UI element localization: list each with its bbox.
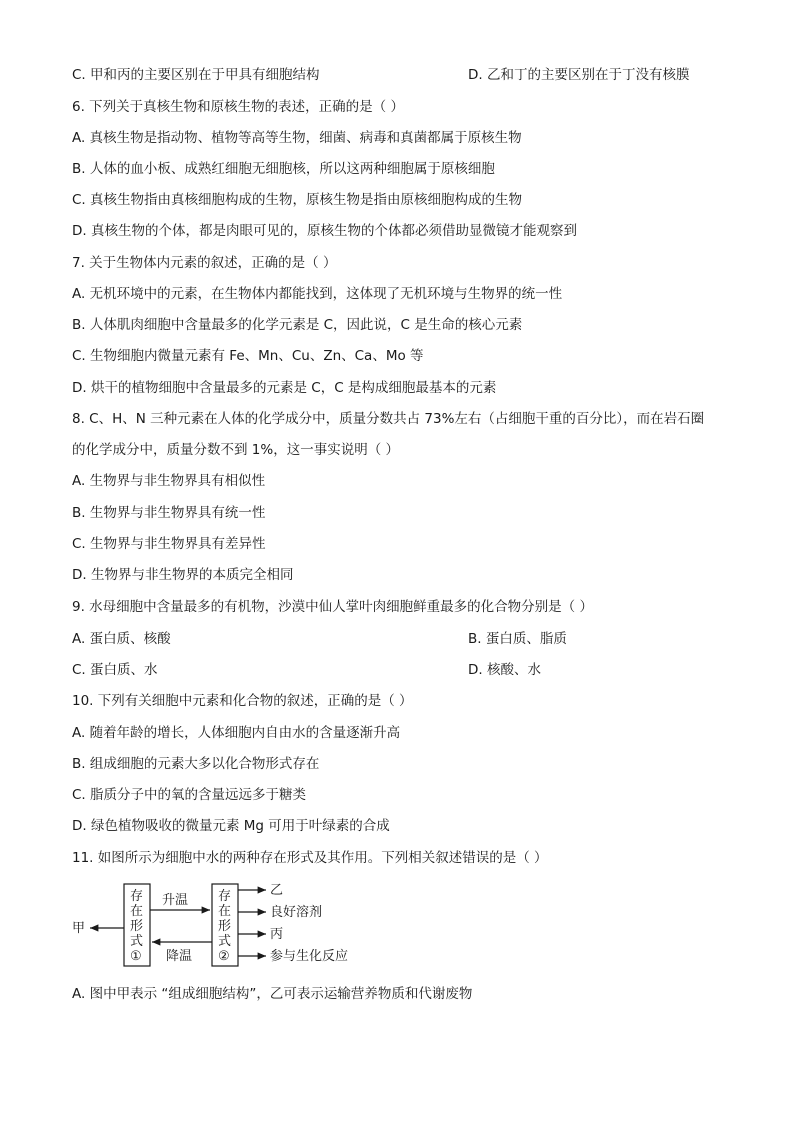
question-7-option-a: A. 无机环境中的元素，在生物体内都能找到，这体现了无机环境与生物界的统一性: [72, 286, 563, 302]
question-5-option-c: [72, 66, 690, 84]
jia-label: 甲: [72, 921, 86, 936]
box2-char-2: 在: [218, 904, 232, 919]
question-6-option-b: B. 人体的血小板、成熟红细胞无细胞核，所以这两种细胞属于原核细胞: [72, 161, 495, 177]
question-8-option-d: D. 生物界与非生物界的本质完全相同: [72, 567, 294, 583]
output-yi: 乙: [270, 883, 284, 898]
question-11-option-a: A. 图中甲表示 “组成细胞结构”，乙可表示运输营养物质和代谢废物: [72, 986, 473, 1002]
box1-char-4: 式: [130, 934, 144, 949]
output-good-solvent: 良好溶剂: [270, 905, 323, 920]
question-8-stem-line1: 8. C、H、N 三种元素在人体的化学成分中，质量分数共占 73%左右（占细胞干重的百分比），而在岩石圈: [72, 411, 705, 427]
question-10-option-b: B. 组成细胞的元素大多以化合物形式存在: [72, 756, 320, 772]
question-7-option-b: B. 人体肌肉细胞中含量最多的化学元素是 C，因此说，C 是生命的核心元素: [72, 317, 523, 333]
question-10-option-c: C. 脂质分子中的氧的含量远远多于糖类: [72, 787, 307, 803]
option-b-text: B. 蛋白质、脂质: [468, 631, 567, 647]
question-7-option-d: D. 烘干的植物细胞中含量最多的元素是 C，C 是构成细胞最基本的元素: [72, 380, 497, 396]
question-8-option-c: C. 生物界与非生物界具有差异性: [72, 536, 266, 552]
question-10-stem: 10. 下列有关细胞中元素和化合物的叙述，正确的是（ ）: [72, 693, 413, 709]
question-10-option-a: A. 随着年龄的增长，人体细胞内自由水的含量逐渐升高: [72, 725, 401, 741]
question-6-option-a: A. 真核生物是指动物、植物等高等生物，细菌、病毒和真菌都属于原核生物: [72, 130, 522, 146]
box1-char-5: ①: [130, 949, 142, 964]
question-7-option-c: C. 生物细胞内微量元素有 Fe、Mn、Cu、Zn、Ca、Mo 等: [72, 348, 424, 364]
cooling-label: 降温: [166, 949, 193, 964]
question-8-option-a: A. 生物界与非生物界具有相似性: [72, 473, 266, 489]
question-6-option-c: C. 真核生物指由真核细胞构成的生物，原核生物是指由原核细胞构成的生物: [72, 192, 523, 208]
option-c-text: C. 蛋白质、水: [72, 662, 158, 678]
question-10-option-d: D. 绿色植物吸收的微量元素 Mg 可用于叶绿素的合成: [72, 818, 390, 834]
question-8-stem-line2: 的化学成分中，质量分数不到 1%，这一事实说明（ ）: [72, 442, 399, 458]
option-d-text: D. 核酸、水: [468, 662, 541, 678]
box2-char-4: 式: [218, 934, 232, 949]
question-9-options-cd: [72, 661, 541, 679]
box2-char-1: 存: [218, 889, 232, 904]
question-6-stem: 6. 下列关于真核生物和原核生物的表述，正确的是（ ）: [72, 99, 404, 115]
heating-label: 升温: [162, 893, 189, 908]
option-a-text: A. 蛋白质、核酸: [72, 631, 171, 647]
water-forms-diagram: [70, 878, 370, 970]
box2-char-3: 形: [218, 919, 232, 934]
output-bing: 丙: [270, 927, 284, 942]
box1-char-2: 在: [130, 904, 144, 919]
question-9-stem: 9. 水母细胞中含量最多的有机物，沙漠中仙人掌叶肉细胞鲜重最多的化合物分别是（ ）: [72, 599, 593, 615]
box1-char-1: 存: [130, 889, 144, 904]
option-d-text: D. 乙和丁的主要区别在于丁没有核膜: [468, 67, 690, 83]
question-8-option-b: B. 生物界与非生物界具有统一性: [72, 505, 266, 521]
box2-char-5: ②: [218, 949, 230, 964]
question-11-stem: 11. 如图所示为细胞中水的两种存在形式及其作用。下列相关叙述错误的是（ ）: [72, 850, 548, 866]
output-biochemical-reaction: 参与生化反应: [270, 949, 349, 964]
question-7-stem: 7. 关于生物体内元素的叙述，正确的是（ ）: [72, 255, 337, 271]
option-c-text: C. 甲和丙的主要区别在于甲具有细胞结构: [72, 67, 320, 83]
box1-char-3: 形: [130, 919, 144, 934]
question-9-options-ab: [72, 630, 567, 648]
question-6-option-d: D. 真核生物的个体，都是肉眼可见的，原核生物的个体都必须借助显微镜才能观察到: [72, 223, 577, 239]
